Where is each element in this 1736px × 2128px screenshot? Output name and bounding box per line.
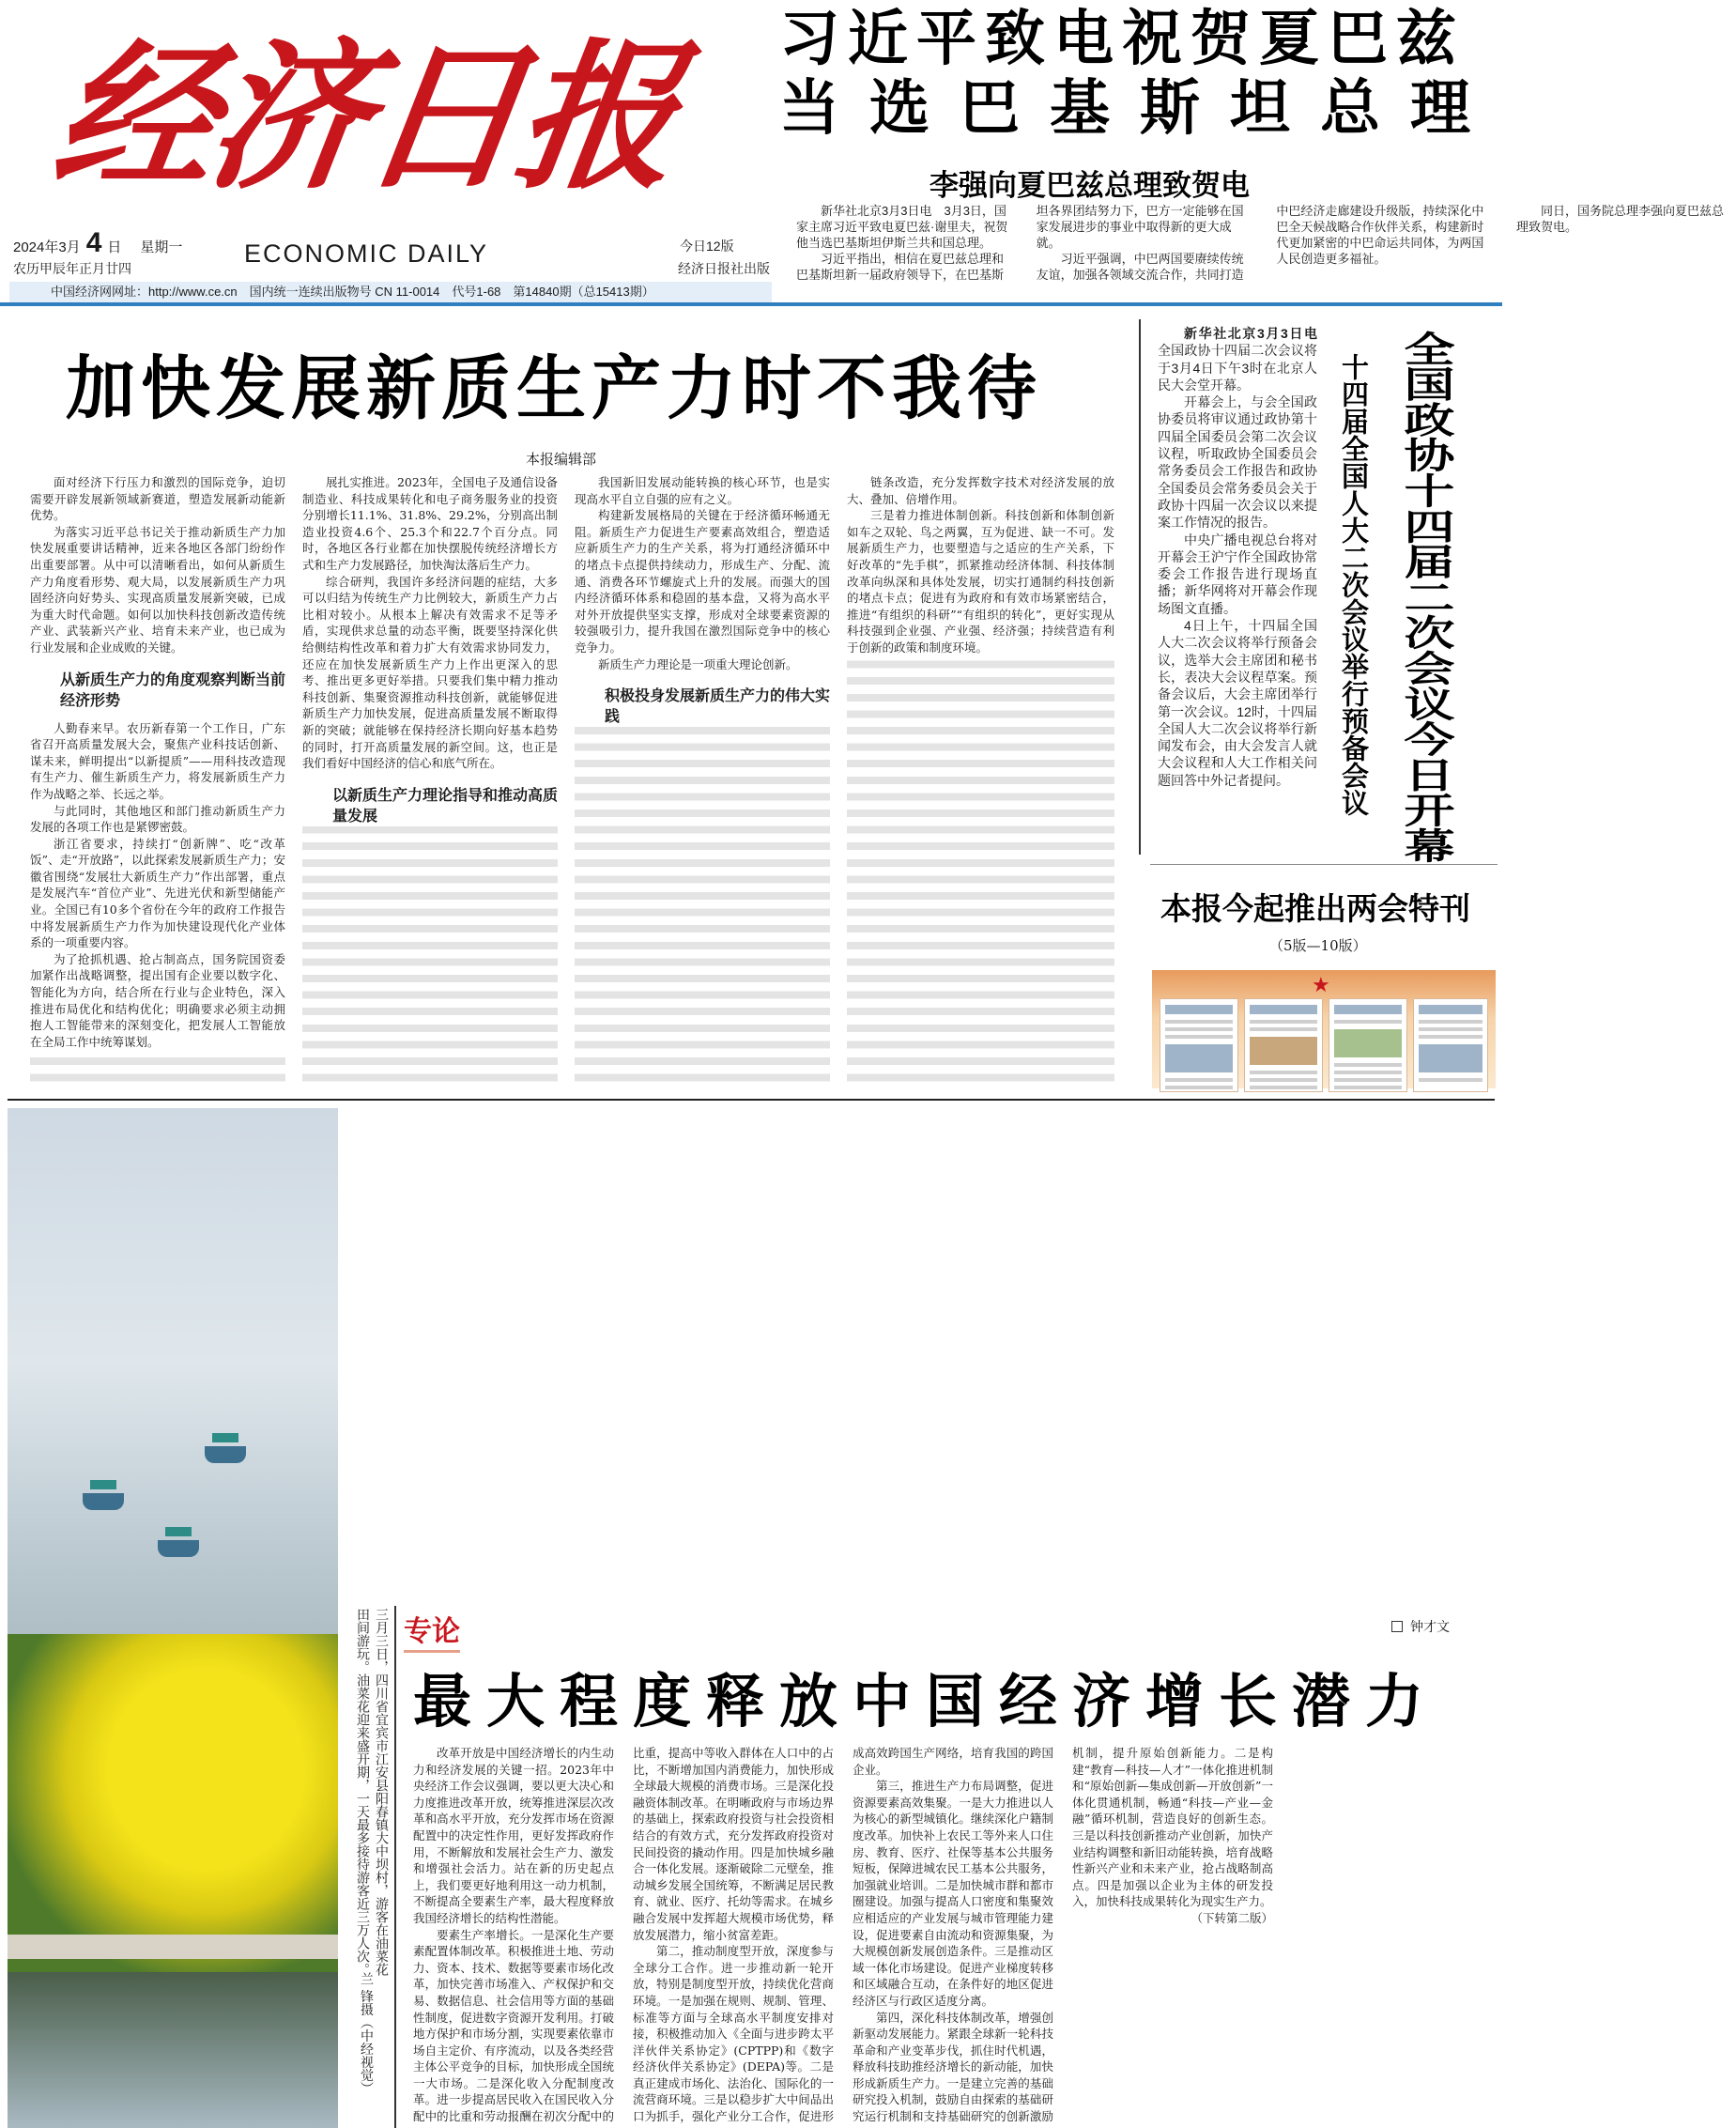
paragraph: 浙江省要求，持续打“创新牌”、吃“改革饭”、走“开放路”，以此探索发展新质生产力；安徽省围绕“发展壮大新质生产力”作出部署，重点是发展汽车“首位产业”、先进光伏和新型储能产业。全国已有10多个省份在今年的政府工作报告中将发展新质生产力作为加快建设现代化产业体系的一项重要内容。: [30, 836, 285, 950]
paragraph: 展扎实推进。2023年，全国电子及通信设备制造业、科技成果转化和电子商务服务业的投资分别增长11.1%、31.8%、29.2%，分别高出制造业投资4.6个、25.3个和22.7个百分点。同时，各地区各行业都在加快摆脱传统经济增长方式和生产力发展路径，加快淘汰落后生产力。: [302, 475, 558, 572]
special-edition-title: 本报今起推出两会特刊: [1160, 890, 1470, 927]
cppcc-headline: 全国政协十四届二次会议今日开幕: [1396, 331, 1455, 863]
divider: [1150, 864, 1498, 865]
page-thumbnail: [1329, 998, 1407, 1092]
date-prefix: 2024年3月: [13, 239, 81, 255]
paragraph: 第三，推进生产力布局调整，促进资源要素高效集聚。一是大力推进以人为核心的新型城镇化。继续深化户籍制度改革。加快补上农民工等外来人口住房、教育、医疗、社保等基本公共服务短板，保障进城农民工基本公共服务，加强就业培训。二是加快城市群和都市圈建设。加强与提高人口密度和集聚效应相适应的产业发展与城市管理能力建设，促进要素自由流动和资源集聚，为大规模创新发展创造条件。三是推动区域一体化市场建设。促进产业梯度转移和区域融合互动，在条件好的地区促进经济区与行政区适度分离。: [853, 1779, 1053, 2008]
paragraph: 人勤春来早。农历新春第一个工作日，广东省召开高质量发展大会，聚焦产业科技话创新、谋未来，鲜明提出“以新提质”——用科技改造现有生产力、催生新质生产力，将发展新质生产力作为战略之举、长远之举。: [30, 720, 285, 801]
continued-note: （下转第二版）: [1191, 1910, 1273, 1925]
paragraph: 中央广播电视总台将对开幕会王沪宁作全国政协常委会工作报告进行现场直播；新华网将对开幕会作现场图文直播。: [1158, 532, 1317, 616]
issue-date: [13, 227, 182, 264]
commentary-author: [1391, 1617, 1450, 1636]
paragraph: 第二，推动制度型开放，深度参与全球分工合作。进一步推动新一轮开放，特别是制度型开放，持续优化营商环境。一是加强在规则、规制、管理、标准等方面与全球高水平制度安排对接，积极推动加入《全面与进步跨太平洋伙伴关系协定》(CPTPP)和《数字经济伙伴关系协定》(DEPA)等。二是真正建成市场化、法治化、国际化的一流营商环境。三是以稳步扩大中间品出口为抓手，强化产业分工合作，促进形成高效跨国生产网络，培育我国的跨国企业。: [633, 1746, 1053, 2124]
paragraph: 同日，国务院总理李强向夏巴兹总理致贺电。: [1515, 204, 1724, 234]
top-subheadline: 李强向夏巴兹总理致贺电: [929, 169, 1250, 203]
photo-caption: 三月三日，四川省宜宾市江安县阳春镇大中坝村，游客在油菜花田间游玩。油菜花迎来盛开期，一天最多接待游客近三万人次。: [355, 1608, 389, 1976]
cppcc-story-body: [1158, 325, 1317, 789]
date-suffix: 日: [107, 239, 122, 255]
rapeseed-field-photo: [8, 1108, 338, 2128]
main-headline: 加快发展新质生产力时不我待: [66, 348, 1042, 429]
page-thumbnail: [1413, 998, 1488, 1092]
top-headline-line1: 习近平致电祝贺夏巴兹: [779, 5, 1465, 74]
publication-info-bar: 中国经济网网址：http://www.ce.cn 国内统一连续出版物号 CN 11-0014 代号1-68 第14840期（总15413期）: [9, 282, 772, 302]
paragraph: 链条改造，充分发挥数字技术对经济发展的放大、叠加、倍增作用。: [847, 475, 1114, 506]
top-story-body: [796, 203, 1724, 297]
dateline: 新华社北京3月3日电: [1184, 326, 1317, 341]
photo-credit: 兰 锋摄（中经视觉）: [359, 1972, 374, 2095]
commentary-body: [413, 1745, 1493, 2126]
commentary-headline: 最大程度释放中国经济增长潜力: [413, 1667, 1439, 1735]
publisher: 经济日报社出版: [678, 262, 770, 277]
paragraph: 要素生产率增长。一是深化生产要素配置体制改革。积极推进土地、劳动力、资本、技术、数据等要素市场化改革，加快完善市场准入、产权保护和交易、数据信息、社会信用等方面的基础性制度，促进数字资源开发利用。打破地方保护和市场分割，实现要素依靠市场自主定价、有序流动，以及各类经营主体公平竞争的目标，加快形成全国统一大市场。二是深化收入分配制度改革。进一步提高居民收入在国民收入分配中的比重和劳动报酬在初次分配中的比重，提高中等收入群体在人口中的占比，不断增加国内消费能力，加快形成全球最大规模的消费市场。三是深化投融资体制改革。在明晰政府与市场边界的基础上，探索政府投资与社会投资相结合的有效方式，充分发挥政府投资对民间投资的撬动作用。四是加快城乡融合一体化发展。逐渐破除二元壁垒，推动城乡发展全国统筹，不断满足居民教育、就业、医疗、托幼等需求。在城乡融合发展中发挥超大规模市场优势，释放发展潜力，缩小贫富差距。: [413, 1746, 834, 2124]
main-article-column: [302, 474, 558, 1089]
weekday: 星期一: [140, 239, 183, 255]
paragraph: 开幕会上，与会全国政协委员将审议通过政协第十四届全国委员会第二次会议议程，听取政协全国委员会常务委员会工作报告和政协全国委员会常务委员会关于政协十四届一次会议以来提案工作情况的报告。: [1158, 394, 1317, 531]
author-name: 钟才文: [1410, 1620, 1450, 1635]
newspaper-logo: 经济日报: [42, 23, 686, 211]
cppcc-subheadline: 十四届全国人大二次会议举行预备会议: [1338, 353, 1370, 816]
star-emblem-icon: ★: [1312, 974, 1330, 997]
top-headline-line2: 当选巴基斯坦总理: [779, 74, 1500, 144]
date-day: 4: [85, 227, 102, 258]
paragraph: 新华社北京3月3日电 3月3日，国家主席习近平致电夏巴兹·谢里夫，祝贺他当选巴基斯坦伊斯兰共和国总理。: [796, 204, 1008, 250]
square-bullet-icon: [1391, 1621, 1403, 1632]
paragraph: 第四，深化科技体制改革，增强创新驱动发展能力。紧跟全球新一轮科技革命和产业变革步伐，抓住时代机遇，释放科技助推经济增长的新动能，加快形成新质生产力。一是建立完善的基础研究投入机制，鼓励自由探索的基础研究运行机制和支持基础研究的创新激励机制，提升原始创新能力。二是构建“教育—科技—人才”一体化推进机制和“原始创新—集成创新—开放创新”一体化贯通机制，畅通“科技—产业—金融”循环机制，营造良好的创新生态。三是以科技创新推动产业创新，加快产业结构调整和新旧动能转换，培育战略性新兴产业和未来产业，抢占战略制高点。四是加强以企业为主体的研发投入，加快科技成果转化为现实生产力。: [853, 1746, 1273, 2124]
paragraph: 我国新旧发展动能转换的核心环节，也是实现高水平自立自强的应有之义。: [575, 475, 830, 506]
paragraph: 三是着力推进体制创新。科技创新和体制创新如车之双轮、鸟之两翼，互为促进、缺一不可。发展新质生产力，也要塑造与之适应的生产关系，下好改革的“先手棋”，抓紧推动经济体制、科技体制改革向纵深和具体处发展，切实打通制约科技创新的堵点卡点；促进有为政府和有效市场紧密结合，推进“有组织的科研”“有组织的转化”，更好实现从科技强到企业强、产业强、经济强；持续营造有利于创新的政策和制度环境。: [847, 508, 1114, 655]
main-article-column: [847, 474, 1114, 1089]
paragraph: 面对经济下行压力和激烈的国际竞争，迫切需要开辟发展新领域新赛道，塑造发展新动能新优势。: [30, 475, 285, 523]
paragraph: 全国政协十四届二次会议将于3月4日下午3时在北京人民大会堂开幕。: [1158, 343, 1317, 393]
special-edition-pages: （5版—10版）: [1269, 937, 1367, 954]
paragraph: 为落实习近平总书记关于推动新质生产力加快发展重要讲话精神，近来各地区各部门纷纷作出重要部署。从中可以清晰看出，如何从新质生产力角度看形势、观大局，以发展新质生产力巩固经济向好势头、实现高质量发展新突破，已成为重大时代命题。如何以加快科技创新改造传统产业、武装新兴产业、培育未来产业，也已成为行业发展和企业成败的关键。: [30, 524, 285, 655]
special-edition-preview-image[interactable]: [1152, 970, 1496, 1088]
main-byline: 本报编辑部: [526, 451, 597, 468]
page-thumbnail: [1160, 998, 1238, 1092]
paragraph: 习近平强调，中巴两国要赓续传统友谊，加强各领域交流合作，共同打造中巴经济走廊建设升级版，持续深化中巴全天候战略合作伙伴关系，构建新时代更加紧密的中巴命运共同体，为两国人民创造更多福祉。: [1036, 204, 1484, 282]
paragraph: 构建新发展格局的关键在于经济循环畅通无阻。新质生产力促进生产要素高效组合，塑造适应新质生产力的生产关系，将为打通经济循环中的堵点卡点提供持续动力，形成生产、分配、流通、消费各环节螺旋式上升的发展。而强大的国内经济循环体系和稳固的基本盘，又将为高水平对外开放提供坚实支撑，形成对全球要素资源的较强吸引力，提升我国在激烈国际竞争中的核心竞争力。: [575, 508, 830, 655]
column-rule: [1139, 319, 1141, 855]
pages-today: 今日12版: [680, 239, 734, 254]
english-name: ECONOMIC DAILY: [244, 239, 489, 268]
page-thumbnail: [1244, 998, 1323, 1092]
column-rule: [394, 1606, 396, 2128]
paragraph: 新质生产力理论是一项重大理论创新。: [598, 656, 798, 671]
section-subheading: 从新质生产力的角度观察判断当前经济形势: [60, 670, 286, 709]
paragraph: 综合研判，我国许多经济问题的症结，大多可以归结为传统生产力比例较大，新质生产力占比相对较小。从根本上解决有效需求不足等矛盾，实现供求总量的动态平衡，既要坚持深化供给侧结构性改革和着力扩大有效需求协同发力，还应在加快发展新质生产力上作出更深入的思考、推出更多更好举措。只要我们集中精力推动科技创新、集聚资源推动科技创新，就能够促进新质生产力加快发展，促进高质量发展不断取得新的突破；就能够在保持经济长期向好基本趋势的同时，打开高质量发展的新空间。这，也正是我们看好中国经济的信心和底气所在。: [302, 574, 558, 771]
section-subheading: 以新质生产力理论指导和推动高质量发展: [332, 785, 559, 825]
paragraph: 为了抢抓机遇、抢占制高点，国务院国资委加紧作出战略调整，提出国有企业要以数字化、智能化为方向，结合所在行业与企业特色，深入推进布局优化和结构优化；明确要求必须主动拥抱人工智能带来的深刻变化，把发展人工智能放在全局工作中统筹谋划。: [30, 951, 285, 1049]
commentary-label: 专论: [404, 1608, 460, 1653]
paragraph: 习近平指出，相信在夏巴兹总理和巴基斯坦新一届政府领导下，在巴基斯坦各界团结努力下，巴方一定能够在国家发展进步的事业中取得新的更大成就。: [796, 204, 1244, 282]
paragraph: 改革开放是中国经济增长的内生动力和经济发展的关键一招。2023年中央经济工作会议强调，要以更大决心和力度推进改革开放，统筹推进深层次改革和高水平开放，充分发挥市场在资源配置中的决定性作用，更好发挥政府作用，不断解放和发展社会生产力、激发和增强社会活力。站在新的历史起点上，我们要更好地利用这一动力机制，不断提高全要素生产率，最大程度释放我国经济增长的结构性潜能。: [413, 1746, 614, 1925]
masthead-divider: [0, 302, 1502, 306]
lunar-date: 农历甲辰年正月廿四: [13, 262, 131, 277]
section-divider: [8, 1099, 1495, 1101]
main-article-column: [30, 474, 285, 1089]
paragraph: 与此同时，其他地区和部门推动新质生产力发展的各项工作也是紧锣密鼓。: [30, 803, 285, 835]
section-subheading: 积极投身发展新质生产力的伟大实践: [605, 686, 831, 726]
main-article-column: [575, 474, 830, 1089]
paragraph: 4日上午，十四届全国人大二次会议将举行预备会议，选举大会主席团和秘书长，表决大会议程草案。预备会议后，大会主席团举行第一次会议。12时，十四届全国人大二次会议将举行新闻发布会，由大会发言人就大会议程和人大工作相关问题回答中外记者提问。: [1158, 618, 1317, 788]
